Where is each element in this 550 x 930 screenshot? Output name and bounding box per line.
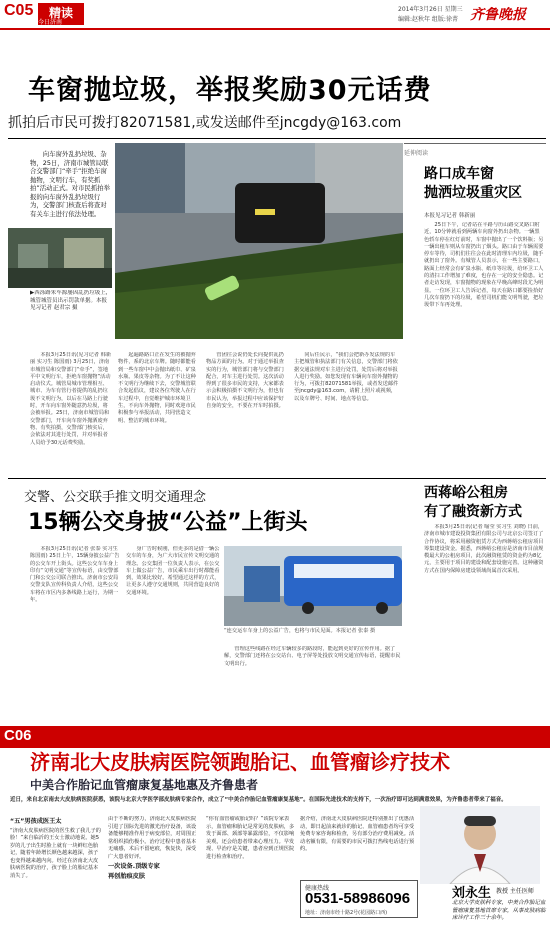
right2-body: [424, 524, 544, 714]
story1-body-col3-text: 管团往会说仍处长向提供乱扔物品方面的行为。对于通过举报查实的行为，城管部门将与交警部门配合，对车主进行处罚。这次活动得到了很多市民的支持，大家都表示会积极拍摄不文明行为，但也有市民认为，举报过程中应该保护好自身的安全，不要在开车时拍摄。: [206, 352, 284, 410]
ad-col3-text: “你有血管瘤或胎记吗？”该院专家表示，血管瘤和胎记是常见的皮肤病，多发于面部、颈部等暴露部位，不仅影响美观，还会给患者带来心理压力。早发现、早治疗是关键，患者应到正规医院进行检查和治疗。: [206, 816, 295, 860]
doctor-photo: [420, 806, 540, 884]
ad-title: 济南北大皮肤病医院领跑胎记、血管瘤诊疗技术: [30, 750, 450, 774]
sidebar-caption: [30, 290, 112, 326]
ad-col2-text: 由于不断的努力，济南北大皮肤病医院引进了国际先进的激光治疗设备，该设备能够精准作用于病变部位，对周围正常组织损伤极小。治疗过程中患者基本无痛感，术后不留疤痕，恢复快，深受广大患者好评。: [108, 816, 197, 860]
footer-page-code: C06: [4, 727, 32, 744]
section-label: 精读: [48, 6, 73, 20]
sidebar-photo: [8, 228, 112, 288]
phone-label: 健康热线: [305, 885, 330, 892]
story1-body-col2-text: 起遍路路口正在发生的被抛弃物件，系的北京车牌。随时都能看到一些车窗中中会抛出纸巾、矿泉水瓶、果皮等杂物。为了不让这种不文明行为继续下去，交警城管联合发起倡议，建议各位驾驶人在行车过程中，自觉维护城市环境卫生，不向车外抛物，同时欢迎市民积极参与举报活动，共同营造文明、整洁的城市环境。: [118, 352, 196, 424]
section-sub: 今日济南: [38, 19, 63, 26]
ad-col1: [10, 816, 102, 924]
doctor-description: 北京大学皮肤科专家，中美合作胎记血管瘤康复基地首席专家，从事皮肤病临床诊疗工作三十余年。: [452, 900, 546, 921]
story2-body-col2-text: 身广告时候刚，但更多的是借一辆公交车的车身，为广大市民宣传文明交通的理念。公交集团一位负责人表示，在公交车上做公益广告，市民乘车出行时都能看到，效果比较好。希望通过这样的方式，让更多人遵守交通规则，共同营造良好的交通环境。: [126, 546, 220, 596]
story1-headline: 车窗抛垃圾，举报奖励30元话费: [28, 75, 432, 106]
garbage-photo-illustration: [8, 228, 112, 288]
right-body: [424, 222, 544, 476]
story1-body-col4: [294, 352, 400, 476]
story1-body-col3: [206, 352, 288, 476]
ad-col2-subhead: 一次设备.顶级专家: [108, 863, 160, 870]
right-title-line2: 抛洒垃圾重灾区: [424, 185, 522, 201]
story1-lede: [30, 150, 112, 228]
right2-title-line1: 西蒋峪公租房: [424, 485, 508, 501]
phone-number: 0531-58986096: [305, 890, 411, 907]
sidebar-caption-text: ▶西泺路朱车源屡因乱扔垃圾上，城管城管员出示罚款单据。本报见习记者 赵君宗 摄: [30, 290, 112, 311]
right-byline: 本报见习记者 韩新丽: [424, 213, 476, 219]
story1-body-col2: [118, 352, 200, 476]
newspaper-masthead: 齐鲁晚报: [470, 7, 526, 23]
story2-body-col1-text: 本报3月25日讯(记者 张泰 实习生 陈国雨) 25日上午，15辆身披公益广告的公交车开上街头。这些公交车车身上印有“文明交通”等宣传标语，由交警部门和公交公司联合推出。济南市公安局交警支队宣传科负责人介绍，这些公交车将在市区内多条线路上运行，为期一年。: [30, 546, 120, 604]
story1-body-col1-text: 本报3月25日讯(见习记者 韩新丽 实习生 陈国雨) 3月25日，济南市城管局和交警部门“牵手”，签地平中文明行车，拒绝车窗抛物”活动启动仪式。城管局城市管理相互、城市、为车有管行者提供的乱扔垃圾不文明行为，以后在马路上行驶时，开车向车窗外随意扔垃圾，将会被举报。25日，济南市城管局和交警部门，开车向车窗外抛洒废弃物、有奖拍摄，交警部门核实后，会依法对其进行处罚，并对举报者人员给予30元话费奖励。: [30, 352, 112, 446]
divider: [8, 478, 546, 479]
story1-lede-text: 向车窗外乱扔垃圾、杂物，25日，济南市城管局联合交警部门“牵手”拒绝车窗抛物，文明行车，有奖抓拍”活动正式。对市民抓拍举报的向车窗外乱扔垃圾行为，交警部门核查后将查对有关车主进行依法处理。: [30, 150, 110, 218]
doctor-portrait-illustration: [420, 806, 540, 884]
divider: [8, 138, 546, 139]
story2-body-col2: [126, 546, 220, 716]
phone-address: 地址：济南市经十路2号(花园路口西): [305, 910, 388, 916]
doctor-name: 刘永生: [452, 886, 492, 901]
bus-photo-caption: “连交运车车身上的公益广告，也将与市民见面。本报记者 张泰 摄: [224, 628, 376, 634]
ad-subtitle: 中美合作胎记血管瘤康复基地惠及齐鲁患者: [30, 778, 259, 792]
main-photo: [115, 143, 403, 339]
ad-col2-subhead2: 再创胎痕皮肤: [108, 872, 146, 880]
right-divider: [404, 143, 546, 144]
ad-col4-text: 据介绍，济南北大皮肤病医院还特别推出了优惠活动，即日起前来就诊的胎记、血管瘤患者均可享受免费专家咨询和检查，另有部分治疗费用减免。活动名额有限，有需要的市民可拨打热线电话进行预约。: [300, 816, 415, 852]
phone-box: [300, 880, 418, 918]
doctor-title: 教授 主任医师: [496, 888, 534, 895]
story1-subhead: 抓拍后市民可拨打82071581,或发送邮件至jncgdy@163.com: [8, 115, 402, 131]
page-header: [0, 0, 550, 30]
ad-col2: [108, 816, 200, 924]
ad-col1-subhead: “五”男孩成医王太: [10, 818, 62, 825]
date-line: 2014年3月26日 星期三: [398, 6, 463, 13]
story2-body-col3-text: 管理这些线路在经过车辆较多的路段时，能起到更好的宣传作用。据了解，交警部门还将在公交站台、电子屏等处投放文明交通宣传标语，提醒市民文明出行。: [224, 646, 401, 667]
page-code: C05: [4, 2, 34, 19]
story1-body-col1: [30, 352, 112, 476]
right2-body-text: 本报3月25日讯(记者 喻莹 实习生 刘晓) 日前，济南市城市建设投资集团有限公司与北京公司签订了合作协议，将采用融资租赁方式为西蒋峪公租房项目筹集建设资金。据悉，西蒋峪公租房是济南市目前规模最大的公租房项目，此次融资租赁的资金约为8亿元，主要用于项目的建设和配套设施完善。这种融资方式在国内保障房建设领域尚属首次采用。: [424, 524, 544, 574]
story2-body-col1: [30, 546, 120, 716]
right-body-text: 25日下午，记者站在平路与历山路交叉路口附近，10分钟就看到两辆车向窗外扔出杂物。一辆黑色轿车停在红灯前时，车窗中抛出了一个饮料瓶；另一辆出租车则从车窗扔出了烟头。路口由于车辆需要停车等待，司机们往往会在此时清理车内垃圾，随手就扔出了窗外。有城管人员表示，在一些主要路口，路面上经常会有矿泉水瓶、纸巾等垃圾，给环卫工人的清扫工作增加了难度，也存在一定的安全隐患。记者走访发现，车窗抛物的现象在早晚高峰时段尤为明显。一位环卫工人告诉记者，每天在路口都要捡拾好几次车窗扔下的垃圾，希望司机们能文明驾驶，把垃圾带下车再处理。: [424, 222, 544, 309]
footer-bar: [0, 726, 550, 748]
bus-photo-illustration: [224, 546, 402, 626]
ad-intro: [10, 796, 540, 804]
bus-photo: [224, 546, 402, 626]
ad-col3: [206, 816, 296, 924]
ad-intro-text: 近日，来自北京南去大皮肤病医院获悉，该院与北京大学医学部皮肤病专家合作，成立了“中美合作胎记血管瘤康复基地”。在国际先进技术的支持下，一次治疗即可达到满意效果，为齐鲁患者带来了福音。: [10, 797, 507, 803]
ad-col1-text: “济南大皮肤病医院的医生救了我儿子的脸！”来自临沂的王女士激动地说。她5岁的儿子出生时脸上就有一块鲜红色胎记，随着年龄增长颜色越来越深，孩子也变得越来越内向。经过在济南北大皮肤病医院的治疗，孩子脸上的胎记基本消失了。: [10, 827, 101, 879]
story1-body-col4-text: 同后任民示，“我们会把新办发法规的车主把城管和执法部门有关信息，交警部门将依据交通法规对车主进行处罚，处罚后将对举报人进行奖励。如您发现有车辆向车窗外抛物的行为，可拨打82071581举报，或者发送邮件至jncgdy@163.com，请附上照片或视频，以及车牌号、时间、地点等信息。: [294, 352, 399, 402]
street-car-photo-illustration: [115, 143, 403, 339]
story2-kicker: 交警、公交联手推文明交通理念: [24, 490, 207, 505]
right-section-tag: 延伸阅读: [404, 150, 429, 157]
right-title-line1: 路口成车窗: [424, 166, 494, 182]
right2-title: [424, 484, 522, 522]
story2-body-col3: [224, 646, 402, 716]
ad-col4: [300, 816, 418, 878]
story2-headline: 15辆公交身披“公益”上街头: [28, 510, 308, 535]
right2-title-line2: 有了融资新方式: [424, 504, 522, 520]
editor-line: 编辑:赵秋年 组版:徐菁: [398, 16, 458, 23]
